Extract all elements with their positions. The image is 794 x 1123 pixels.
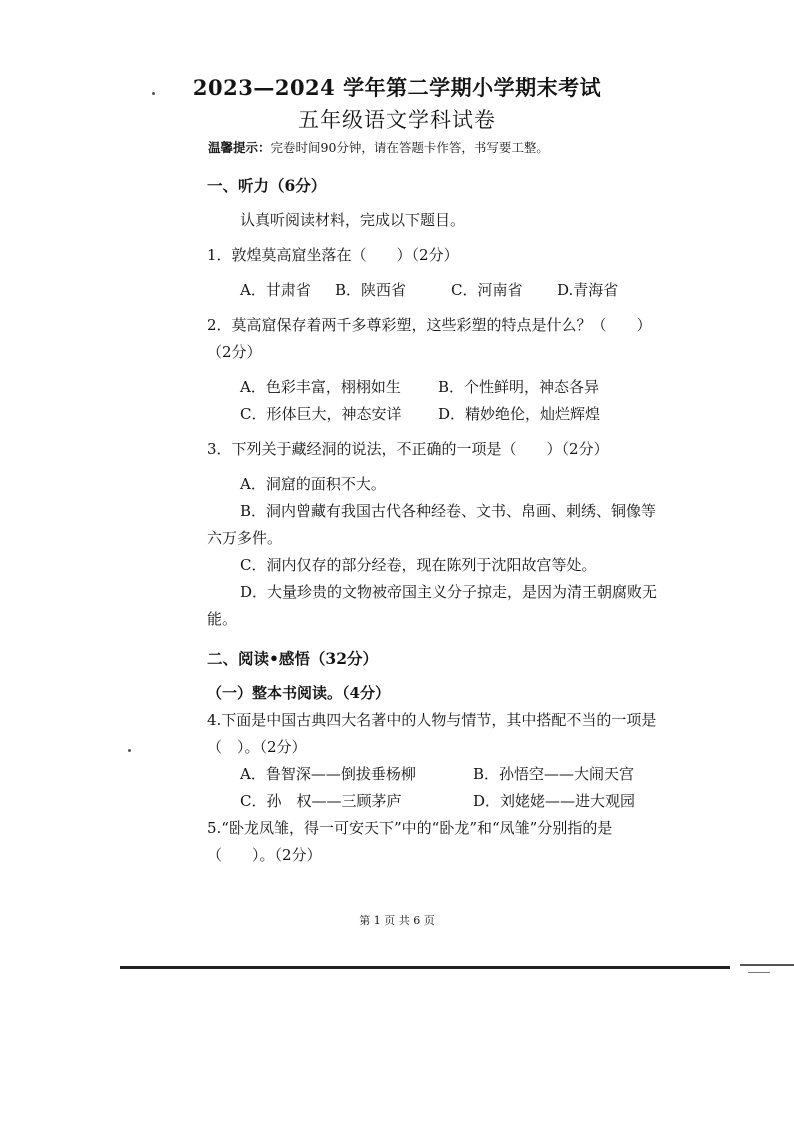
tip-label: 温馨提示： [208, 140, 271, 155]
question-5-stem-cont: （ ）。（2分） [207, 846, 322, 864]
q4-option-b: B．孙悟空——大闹天宫 [473, 765, 635, 783]
section-listening-heading: 一、听力（6分） [207, 176, 327, 195]
bottom-rule [120, 966, 730, 969]
question-2-score: （2分） [207, 343, 262, 361]
q3-option-b-line2: 六万多件。 [207, 529, 283, 547]
question-4-stem: 4.下面是中国古典四大名著中的人物与情节，其中搭配不当的一项是 [207, 711, 657, 729]
question-1-options [207, 277, 707, 304]
question-1-stem: 1．敦煌莫高窟坐落在（ ）（2分） [207, 246, 459, 264]
q4-option-c: C．孙 权——三顾茅庐 [240, 792, 402, 810]
q3-option-c: C．洞内仅存的部分经卷，现在陈列于沈阳故宫等处。 [240, 556, 597, 574]
scan-speck [152, 92, 155, 95]
q2-option-b: B．个性鲜明，神态各异 [438, 378, 600, 396]
question-2-options-row1 [207, 374, 707, 401]
q2-option-a: A．色彩丰富，栩栩如生 [240, 378, 401, 396]
page-number: 第 1 页 共 6 页 [359, 914, 435, 927]
question-4-stem-cont: （ ）。（2分） [207, 738, 307, 756]
q1-option-d: D.青海省 [557, 281, 619, 299]
question-2-options-row2 [207, 401, 707, 428]
question-4-options-row1 [207, 761, 707, 788]
q3-option-d-line2: 能。 [207, 610, 238, 628]
q4-option-a: A．鲁智深——倒拔垂杨柳 [240, 765, 416, 783]
listening-instruction: 认真听阅读材料，完成以下题目。 [240, 211, 466, 229]
q3-option-b-line1: B．洞内曾藏有我国古代各种经卷、文书、帛画、刺绣、铜像等 [240, 502, 657, 520]
section-reading-heading: 二、阅读•感悟（32分） [207, 649, 378, 668]
exam-tip [208, 138, 549, 156]
q3-option-a: A．洞窟的面积不大。 [240, 475, 386, 493]
question-5-stem: 5.“卧龙凤雏，得一可安天下”中的“卧龙”和“凤雏”分别指的是 [207, 819, 613, 837]
q2-option-c: C．形体巨大，神态安详 [240, 405, 402, 423]
question-4-options-row2 [207, 788, 707, 815]
question-2-stem: 2．莫高窟保存着两千多尊彩塑，这些彩塑的特点是什么？（ ） [207, 316, 652, 334]
question-3-stem: 3．下列关于藏经洞的说法，不正确的一项是（ ）（2分） [207, 440, 609, 458]
q1-option-c: C．河南省 [451, 281, 523, 299]
q1-option-a: A．甘肃省 [240, 281, 311, 299]
bottom-rule-fragment [740, 964, 794, 966]
exam-title: 2023—2024 学年第二学期小学期末考试 [192, 75, 602, 100]
exam-body [207, 168, 707, 869]
q2-option-d: D．精妙绝伦，灿烂辉煌 [438, 405, 601, 423]
bottom-rule-fragment-small [748, 972, 770, 973]
scan-speck [128, 749, 131, 752]
q3-option-d-line1: D．大量珍贵的文物被帝国主义分子掠走，是因为清王朝腐败无 [240, 583, 658, 601]
tip-text: 完卷时间90分钟，请在答题卡作答，书写要工整。 [270, 140, 549, 155]
q4-option-d: D．刘姥姥——进大观园 [473, 792, 636, 810]
q1-option-b: B．陕西省 [335, 281, 407, 299]
exam-subtitle: 五年级语文学科试卷 [298, 108, 496, 132]
subsection-whole-book-heading: （一）整本书阅读。（4分） [207, 684, 390, 702]
